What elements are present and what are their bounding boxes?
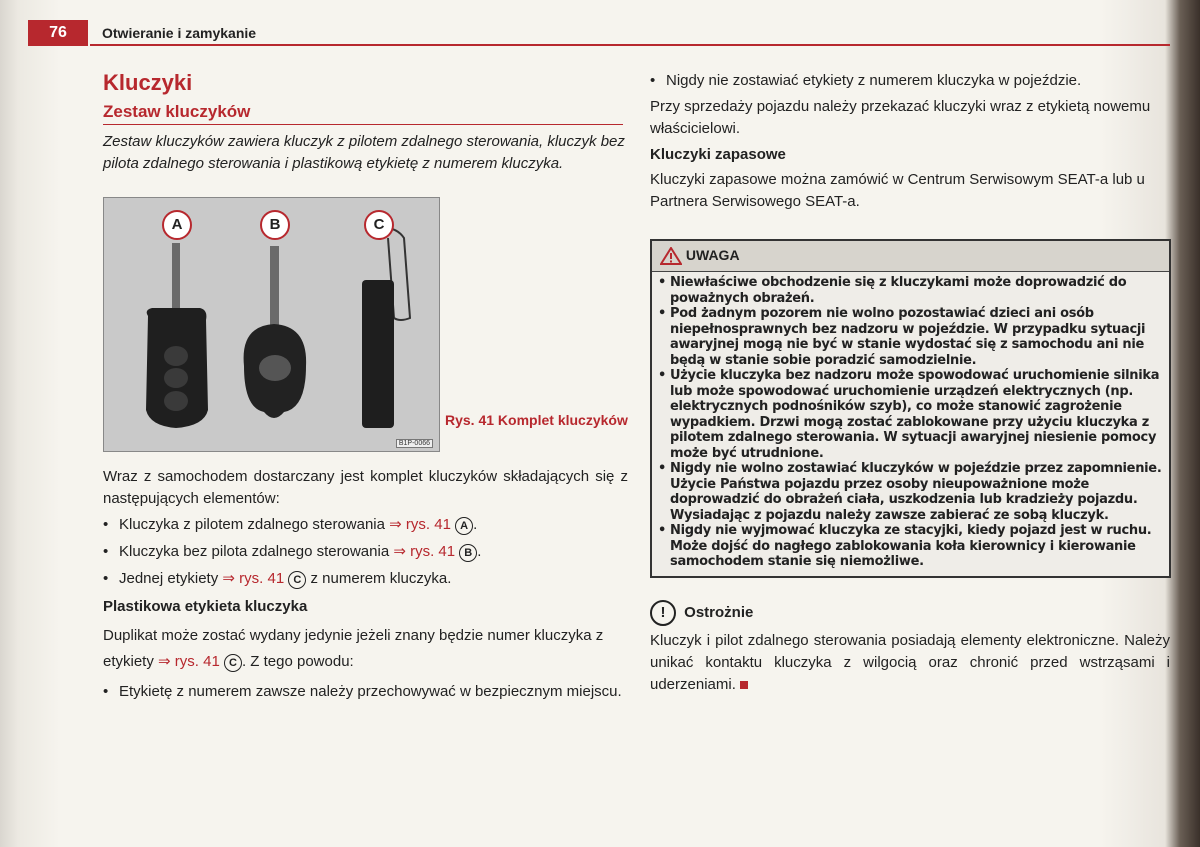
section-heading: Kluczyki	[103, 70, 193, 95]
warning-header	[652, 241, 1169, 272]
end-mark-icon	[740, 681, 748, 689]
list-item: • Kluczyka bez pilota zdalnego sterowania ⇒ rys. 41 B .	[103, 541, 628, 563]
figure-block	[103, 197, 628, 452]
figure-link[interactable]: ⇒ rys. 41	[222, 570, 285, 587]
key-b-logo	[259, 355, 291, 381]
key-a-button-3	[164, 391, 188, 411]
page-header	[0, 20, 1170, 46]
components-paragraph: Wraz z samochodem dostarczany jest komplet kluczyków składających się z następujących elementów:	[103, 468, 628, 507]
warning-box	[650, 239, 1171, 578]
subheading-tag: Plastikowa etykieta kluczyka	[103, 598, 308, 615]
caution-icon: !	[650, 600, 676, 626]
page-number: 76	[28, 20, 88, 46]
warning-triangle-icon	[660, 247, 682, 265]
duplicate-paragraph: Duplikat może zostać wydany jedynie jeżeli znany będzie numer kluczyka z etykiety ⇒ rys. 41 C . Z tego powodu:	[103, 627, 604, 670]
right-column	[650, 70, 1170, 696]
list-item: • Kluczyka z pilotem zdalnego sterowania ⇒ rys. 41 A .	[103, 514, 628, 536]
callout-c: C	[288, 571, 306, 589]
callout-a: A	[455, 517, 473, 535]
intro-paragraph: Zestaw kluczyków zawiera kluczyk z pilotem zdalnego sterowania, kluczyk bez pilota zdalnego sterowania i plastikową etykietę z numerem kluczyka.	[103, 133, 625, 172]
warning-item: • Użycie kluczyka bez nadzoru może spowodować uruchomienie silnika lub może spowodować uruchomienie urządzeń elektrycznych (np. elektrycznych podnośników szyb), co może stanowić zagrożenie wypadkiem. Drzwi mogą zostać zablokowane przy użyciu kluczyka z pilotem zdalnego sterowania. W sytuacji awaryjnej niesienie pomocy może być utrudnione.	[658, 368, 1163, 461]
figure-caption: Rys. 41 Komplet kluczyków	[445, 412, 628, 428]
figure-label-c: C	[364, 210, 394, 240]
caution-header	[650, 600, 1170, 626]
subheading-spare-keys: Kluczyki zapasowe	[650, 146, 786, 163]
keys-figure	[103, 197, 440, 452]
tag-c-body	[362, 280, 394, 428]
warning-item: • Niewłaściwe obchodzenie się z kluczykami może doprowadzić do poważnych obrażeń.	[658, 275, 1163, 306]
figure-link[interactable]: ⇒ rys. 41	[158, 653, 220, 670]
figure-code: B1P-0066	[396, 439, 433, 448]
figure-link[interactable]: ⇒ rys. 41	[393, 543, 456, 560]
list-item: • Etykietę z numerem zawsze należy przechowywać w bezpiecznym miejscu.	[103, 681, 628, 703]
caution-title: Ostrożnie	[684, 603, 754, 621]
subsection-heading: Zestaw kluczyków	[103, 102, 623, 125]
chapter-title: Otwieranie i zamykanie	[102, 25, 257, 41]
warning-item: • Pod żadnym pozorem nie wolno pozostawiać dzieci ani osób niepełnosprawnych bez nadzoru w pojeździe. W przypadku sytuacji awaryjnej mogą nie być w stanie wydostać się z samochodu ani nie będą w stanie sobie poradzić samodzielnie.	[658, 306, 1163, 368]
left-column	[103, 70, 628, 703]
figure-link[interactable]: ⇒ rys. 41	[389, 516, 451, 533]
key-a-button-2	[164, 368, 188, 388]
callout-b: B	[459, 544, 477, 562]
figure-label-b: B	[260, 210, 290, 240]
list-item: • Nigdy nie zostawiać etykiety z numerem kluczyka w pojeździe.	[650, 70, 1170, 92]
caution-paragraph: Kluczyk i pilot zdalnego sterowania posiadają elementy elektroniczne. Należy unikać kontaktu kluczyka z wilgocią oraz chronić przed wstrząsami i uderzeniami.	[650, 631, 1170, 693]
header-rule	[90, 44, 1170, 46]
warning-body	[652, 272, 1169, 576]
key-b-blade	[270, 246, 279, 328]
callout-c: C	[224, 654, 242, 672]
list-item: • Jednej etykiety ⇒ rys. 41 C z numerem kluczyka.	[103, 568, 628, 590]
warning-title: UWAGA	[685, 247, 740, 263]
sale-paragraph: Przy sprzedaży pojazdu należy przekazać kluczyki wraz z etykietą nowemu właścicielowi.	[650, 98, 1151, 137]
spare-keys-paragraph: Kluczyki zapasowe można zamówić w Centrum Serwisowym SEAT-a lub u Partnera Serwisowego SEAT-a.	[650, 171, 1145, 210]
figure-label-a: A	[162, 210, 192, 240]
warning-item: • Nigdy nie wolno zostawiać kluczyków w pojeździe przez zapomnienie. Użycie Państwa pojazdu przez osoby nieupoważnione może doprowadzić do obrażeń ciała, uszkodzenia lub kradzieży pojazdu. Wysiadając z pojazdu należy zawsze zabierać ze sobą kluczyk.	[658, 461, 1163, 523]
key-a-button-1	[164, 346, 188, 366]
key-a-blade	[172, 243, 180, 311]
warning-item: • Nigdy nie wyjmować kluczyka ze stacyjki, kiedy pojazd jest w ruchu. Może dojść do nagłego zablokowania koła kierownicy i kierowanie samochodem stanie się niemożliwe.	[658, 523, 1163, 570]
